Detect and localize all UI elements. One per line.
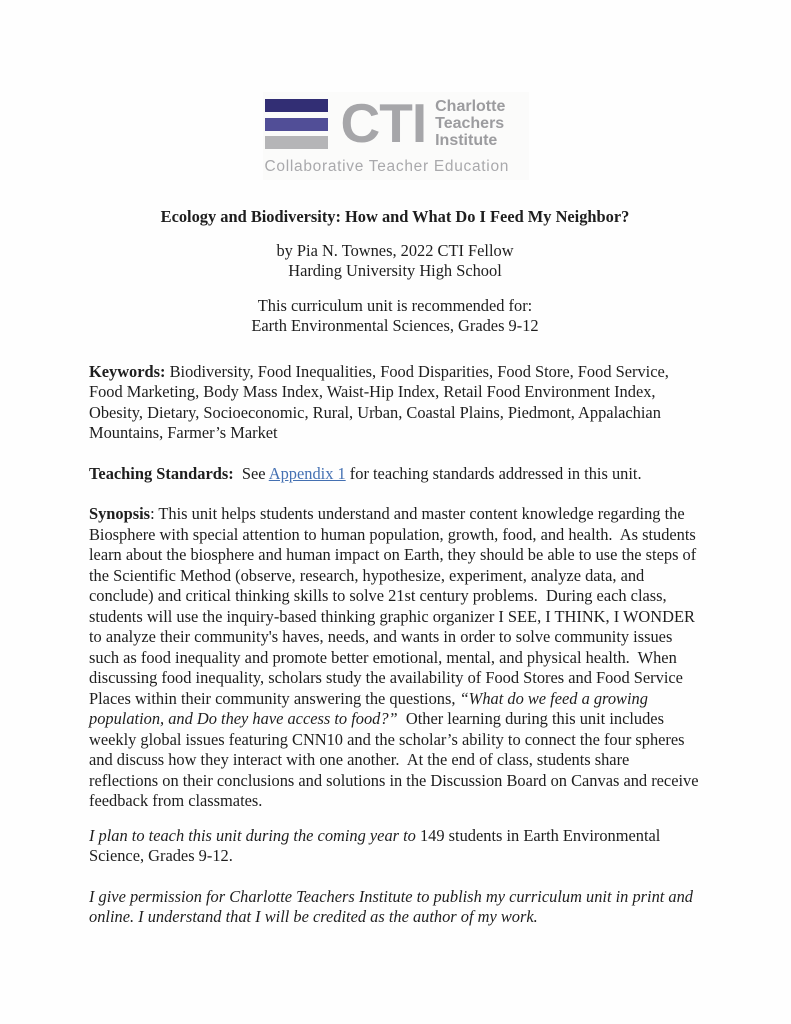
document-body — [0, 207, 791, 928]
page-title: Ecology and Biodiversity: How and What Do I Feed My Neighbor? — [160, 207, 630, 226]
synopsis-paragraph — [89, 504, 701, 812]
recommended-block — [89, 296, 701, 337]
logo-name-line-1: Charlotte — [435, 98, 506, 115]
synopsis-text-2: Other learning during this unit includes weekly global issues featuring CNN10 and the scholar’s ability to connect the four spheres and discuss how they interact with one another. At the end of class, students share reflections on their conclusions and solutions in the Discussion Board on Canvas and receive feedback from classmates. — [89, 709, 703, 810]
keywords-paragraph — [89, 362, 701, 444]
plan-regular-text: 149 students in Earth Environmental Science, Grades 9-12. — [89, 825, 665, 865]
logo-bar-middle — [265, 118, 328, 131]
author-byline: by Pia N. Townes, 2022 CTI Fellow — [276, 240, 514, 260]
plan-italic-text: I plan to teach this unit during the coming year to — [89, 825, 420, 845]
logo-bar-bottom — [265, 136, 328, 149]
logo-tagline: Collaborative Teacher Education — [264, 158, 510, 175]
logo-acronym: CTI — [340, 92, 427, 154]
teaching-standards-label: Teaching Standards: — [89, 463, 234, 483]
author-school: Harding University High School — [288, 261, 502, 280]
appendix-1-link[interactable]: Appendix 1 — [268, 463, 346, 483]
teaching-plan-paragraph — [89, 826, 701, 867]
logo-name-stack — [435, 98, 505, 151]
synopsis-label: Synopsis — [89, 504, 151, 523]
synopsis-text-1: : This unit helps students understand and master content knowledge regarding the Biosphere with special attention to human population, growth, food, and health. As students learn about the biosphere and human impact on Earth, they should be able to use the steps of the Scientific Method (observe, research, hypothesize, experiment, analyze data, and conclude) and critical thinking skills to solve 21st century problems. During each class, students will use the inquiry-based thinking graphic organizer I SEE, I THINK, I WONDER to analyze their community's haves, needs, and wants in order to solve community issues such as food inequality and promote better emotional, mental, and physical health. When discussing food inequality, scholars study the availability of Food Stores and Food Service Places within their community answering the questions, — [89, 504, 701, 708]
logo-bar-top — [265, 99, 328, 112]
teaching-standards-paragraph — [89, 464, 701, 485]
logo-name-line-2: Teachers — [435, 115, 505, 132]
keywords-text: Biodiversity, Food Inequalities, Food Disparities, Food Store, Food Service, Food Marketing, Body Mass Index, Waist-Hip Index, Retail Food Environment Index, Obesity, Dietary, Socioeconomic, Rural, Urban, Coastal Plains, Piedmont, Appalachian Mountains, Farmer’s Market — [89, 361, 673, 442]
recommended-intro: This curriculum unit is recommended for: — [257, 295, 533, 315]
logo-name-line-3: Institute — [435, 132, 498, 149]
logo-top-row — [265, 92, 527, 154]
byline-block — [89, 241, 701, 282]
recommended-for: Earth Environmental Sciences, Grades 9-12 — [251, 316, 539, 335]
permission-paragraph: I give permission for Charlotte Teachers Institute to publish my curriculum unit in print and online. I understand that I will be credited as the author of my work. — [89, 886, 698, 926]
cti-logo — [263, 92, 529, 180]
teaching-standards-pre-link: See — [233, 463, 269, 483]
teaching-standards-post-link: for teaching standards addressed in this unit. — [345, 463, 642, 483]
synopsis-quote: “What do we feed a growing population, and Do they have access to food?” — [89, 688, 653, 728]
keywords-label: Keywords: — [89, 361, 166, 381]
logo-bars-icon — [265, 98, 328, 151]
